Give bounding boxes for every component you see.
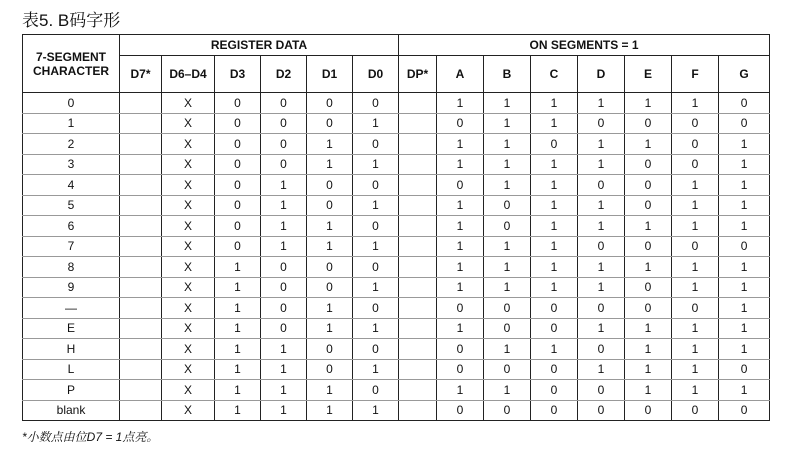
table-cell: 1	[261, 400, 307, 421]
table-cell: X	[162, 257, 215, 278]
table-cell: 1	[353, 318, 399, 339]
table-cell: 0	[353, 298, 399, 319]
table-cell: 1	[578, 154, 625, 175]
table-cell: 0	[625, 236, 672, 257]
table-cell	[399, 113, 437, 134]
table-cell: 0	[625, 154, 672, 175]
table-cell: 0	[484, 318, 531, 339]
table-cell: 0	[484, 195, 531, 216]
table-row	[23, 216, 770, 237]
table-cell: 1	[484, 236, 531, 257]
table-cell: 1	[437, 195, 484, 216]
table-cell: 0	[484, 216, 531, 237]
table-cell: 0	[261, 298, 307, 319]
table-cell: 1	[261, 339, 307, 360]
table-cell: 0	[672, 113, 719, 134]
table-cell	[120, 93, 162, 114]
character-cell: 9	[23, 277, 120, 298]
table-cell: X	[162, 400, 215, 421]
table-cell	[120, 236, 162, 257]
table-cell: 0	[672, 400, 719, 421]
table-cell: 0	[719, 236, 770, 257]
table-row	[23, 339, 770, 360]
table-cell: 1	[578, 93, 625, 114]
table-cell: 0	[307, 113, 353, 134]
table-cell: 0	[215, 216, 261, 237]
table-cell: 1	[719, 257, 770, 278]
table-cell: 0	[719, 359, 770, 380]
table-cell: 1	[531, 195, 578, 216]
table-cell: 1	[307, 154, 353, 175]
table-row	[23, 134, 770, 155]
table-row	[23, 298, 770, 319]
table-row	[23, 318, 770, 339]
table-cell: 1	[261, 236, 307, 257]
table-cell: 1	[625, 380, 672, 401]
table-cell: 1	[578, 134, 625, 155]
table-cell: 1	[625, 216, 672, 237]
table-cell: 1	[531, 277, 578, 298]
table-cell: X	[162, 277, 215, 298]
table-cell: 0	[531, 318, 578, 339]
header-d0: D0	[353, 56, 399, 93]
table-cell: 1	[719, 175, 770, 196]
table-cell: 1	[484, 113, 531, 134]
table-header	[23, 35, 770, 93]
header-segment-c: C	[531, 56, 578, 93]
table-cell: 0	[261, 257, 307, 278]
table-cell: 1	[672, 318, 719, 339]
table-cell	[120, 380, 162, 401]
table-cell: 1	[261, 359, 307, 380]
table-cell: 1	[719, 380, 770, 401]
table-cell: 0	[531, 359, 578, 380]
table-cell: 0	[531, 380, 578, 401]
table-cell	[399, 380, 437, 401]
character-cell: blank	[23, 400, 120, 421]
table-cell: X	[162, 195, 215, 216]
table-cell	[120, 175, 162, 196]
table-cell	[399, 175, 437, 196]
table-cell: 1	[353, 195, 399, 216]
header-segment-a: A	[437, 56, 484, 93]
table-cell: 0	[215, 113, 261, 134]
character-cell: 0	[23, 93, 120, 114]
table-cell: 1	[437, 134, 484, 155]
table-cell: 0	[578, 113, 625, 134]
table-cell: 1	[625, 257, 672, 278]
table-cell: 0	[307, 257, 353, 278]
table-cell: 1	[578, 216, 625, 237]
table-cell: 1	[261, 175, 307, 196]
table-cell: 1	[353, 277, 399, 298]
table-cell: 0	[307, 359, 353, 380]
header-register-data: REGISTER DATA	[120, 35, 399, 56]
table-cell	[120, 339, 162, 360]
table-cell: 1	[719, 298, 770, 319]
table-cell: 1	[672, 380, 719, 401]
table-cell: 0	[578, 400, 625, 421]
table-cell: 0	[437, 298, 484, 319]
table-cell: 1	[719, 195, 770, 216]
table-cell: X	[162, 216, 215, 237]
table-body	[23, 93, 770, 421]
table-cell	[399, 400, 437, 421]
table-cell	[120, 257, 162, 278]
table-cell: 0	[484, 359, 531, 380]
table-cell: 1	[531, 154, 578, 175]
header-d6-d4: D6–D4	[162, 56, 215, 93]
table-cell: 1	[437, 257, 484, 278]
table-cell: 1	[353, 113, 399, 134]
b-code-font-table	[22, 34, 770, 421]
table-cell: 0	[353, 93, 399, 114]
table-cell	[120, 318, 162, 339]
table-cell: 0	[531, 298, 578, 319]
header-d3: D3	[215, 56, 261, 93]
header-d7: D7*	[120, 56, 162, 93]
table-cell: 0	[437, 339, 484, 360]
character-cell: 8	[23, 257, 120, 278]
table-cell: 1	[531, 339, 578, 360]
table-cell: 1	[307, 380, 353, 401]
table-cell: 1	[672, 216, 719, 237]
table-cell: 0	[307, 277, 353, 298]
footnote: *小数点由位D7 = 1点亮。	[22, 430, 159, 444]
table-cell: 1	[484, 277, 531, 298]
table-cell: 1	[531, 216, 578, 237]
table-cell: 0	[437, 113, 484, 134]
table-cell	[120, 134, 162, 155]
table-cell: 1	[353, 154, 399, 175]
table-cell: 0	[719, 113, 770, 134]
table-cell: 0	[261, 134, 307, 155]
table-cell: 0	[353, 216, 399, 237]
table-cell: 0	[625, 113, 672, 134]
table-cell: 0	[261, 154, 307, 175]
table-cell: 0	[353, 175, 399, 196]
table-cell: 1	[353, 236, 399, 257]
table-cell: 0	[625, 175, 672, 196]
table-cell: 0	[625, 277, 672, 298]
table-cell	[120, 277, 162, 298]
table-row	[23, 93, 770, 114]
table-cell: 0	[437, 400, 484, 421]
table-cell: 0	[578, 339, 625, 360]
header-d2: D2	[261, 56, 307, 93]
character-cell: 7	[23, 236, 120, 257]
table-cell: X	[162, 236, 215, 257]
table-cell	[399, 277, 437, 298]
table-row	[23, 195, 770, 216]
table-cell: 1	[215, 380, 261, 401]
table-cell: X	[162, 380, 215, 401]
table-cell: 0	[531, 400, 578, 421]
table-cell: 0	[625, 298, 672, 319]
header-segment-g: G	[719, 56, 770, 93]
table-cell: 0	[484, 298, 531, 319]
table-cell: 0	[261, 93, 307, 114]
table-cell: 1	[307, 298, 353, 319]
table-cell: 0	[719, 93, 770, 114]
table-cell: 0	[261, 277, 307, 298]
table-cell	[120, 298, 162, 319]
table-cell: X	[162, 134, 215, 155]
table-cell: 1	[437, 93, 484, 114]
table-cell: 1	[625, 339, 672, 360]
table-cell: X	[162, 175, 215, 196]
table-cell: 0	[215, 93, 261, 114]
table-row	[23, 257, 770, 278]
table-cell: 1	[625, 359, 672, 380]
table-cell: 1	[215, 257, 261, 278]
header-segment-d: D	[578, 56, 625, 93]
table-cell: 1	[437, 236, 484, 257]
table-row	[23, 236, 770, 257]
table-cell: 1	[484, 154, 531, 175]
table-cell: 1	[215, 298, 261, 319]
table-cell: 0	[672, 236, 719, 257]
table-cell: 1	[531, 175, 578, 196]
table-cell: X	[162, 154, 215, 175]
table-cell: 1	[578, 277, 625, 298]
table-cell: 1	[215, 277, 261, 298]
table-cell: 0	[215, 175, 261, 196]
table-cell: 1	[307, 400, 353, 421]
table-cell: 1	[578, 318, 625, 339]
table-row	[23, 113, 770, 134]
table-cell: 1	[578, 359, 625, 380]
table-cell: 1	[307, 236, 353, 257]
table-cell: 1	[484, 380, 531, 401]
table-cell: 1	[719, 318, 770, 339]
table-cell	[120, 216, 162, 237]
table-cell: X	[162, 359, 215, 380]
table-cell: 1	[437, 380, 484, 401]
table-cell: 1	[484, 339, 531, 360]
table-row	[23, 154, 770, 175]
table-cell	[120, 195, 162, 216]
table-row	[23, 175, 770, 196]
table-cell: 1	[625, 134, 672, 155]
table-cell: 1	[437, 318, 484, 339]
table-cell: 1	[719, 154, 770, 175]
table-cell	[399, 93, 437, 114]
table-cell: 1	[484, 93, 531, 114]
table-cell: 0	[531, 134, 578, 155]
table-cell: 0	[353, 257, 399, 278]
table-cell	[120, 113, 162, 134]
header-segment-f: F	[672, 56, 719, 93]
table-cell: 0	[484, 400, 531, 421]
header-7-segment-character: 7-SEGMENT CHARACTER	[23, 35, 120, 93]
character-cell: 4	[23, 175, 120, 196]
table-cell: 0	[215, 195, 261, 216]
table-cell: 0	[437, 359, 484, 380]
character-cell: —	[23, 298, 120, 319]
character-cell: 2	[23, 134, 120, 155]
table-cell: 1	[672, 195, 719, 216]
table-cell	[399, 216, 437, 237]
table-cell: 1	[719, 277, 770, 298]
table-cell: 1	[307, 134, 353, 155]
table-cell: 1	[531, 113, 578, 134]
table-cell: 0	[578, 380, 625, 401]
table-cell	[399, 359, 437, 380]
table-cell: 0	[578, 236, 625, 257]
character-cell: H	[23, 339, 120, 360]
table-cell: 0	[307, 195, 353, 216]
table-cell: 1	[437, 154, 484, 175]
header-on-segments: ON SEGMENTS = 1	[399, 35, 770, 56]
table-cell: 1	[672, 93, 719, 114]
table-cell: 1	[719, 339, 770, 360]
table-cell: 1	[672, 175, 719, 196]
table-cell	[399, 236, 437, 257]
table-cell: X	[162, 93, 215, 114]
table-cell: 1	[261, 380, 307, 401]
table-cell: 1	[672, 277, 719, 298]
header-segment-b: B	[484, 56, 531, 93]
table-cell: 0	[261, 113, 307, 134]
table-cell: 1	[531, 257, 578, 278]
character-cell: L	[23, 359, 120, 380]
table-cell: 1	[261, 195, 307, 216]
table-cell: 1	[353, 400, 399, 421]
table-row	[23, 277, 770, 298]
table-cell: 1	[625, 93, 672, 114]
table-cell	[399, 298, 437, 319]
character-cell: E	[23, 318, 120, 339]
table-cell: 1	[307, 216, 353, 237]
character-cell: 3	[23, 154, 120, 175]
table-cell: 1	[437, 277, 484, 298]
table-cell: 1	[484, 257, 531, 278]
table-cell: 1	[672, 257, 719, 278]
table-cell: 1	[672, 339, 719, 360]
table-cell: 0	[672, 134, 719, 155]
table-cell	[399, 134, 437, 155]
table-cell: 0	[625, 195, 672, 216]
table-cell: 0	[353, 380, 399, 401]
table-cell: 1	[578, 195, 625, 216]
table-cell: 0	[215, 236, 261, 257]
table-cell: 0	[672, 154, 719, 175]
table-cell: 1	[484, 134, 531, 155]
table-cell: X	[162, 339, 215, 360]
table-cell	[120, 400, 162, 421]
table-title: 表5. B码字形	[22, 11, 121, 30]
character-cell: 1	[23, 113, 120, 134]
table-row	[23, 400, 770, 421]
header-segment-e: E	[625, 56, 672, 93]
table-cell: 0	[307, 339, 353, 360]
table-cell	[120, 154, 162, 175]
table-cell	[399, 257, 437, 278]
table-cell: 1	[531, 93, 578, 114]
table-cell: X	[162, 318, 215, 339]
table-cell: X	[162, 298, 215, 319]
table-cell: 1	[307, 318, 353, 339]
table-cell: 1	[719, 134, 770, 155]
character-cell: 6	[23, 216, 120, 237]
character-cell: 5	[23, 195, 120, 216]
table-cell: 1	[484, 175, 531, 196]
header-d1: D1	[307, 56, 353, 93]
table-cell: 0	[215, 134, 261, 155]
table-cell	[120, 359, 162, 380]
table-cell: 1	[625, 318, 672, 339]
table-cell: 1	[672, 359, 719, 380]
table-cell	[399, 154, 437, 175]
table-cell: 0	[437, 175, 484, 196]
table-cell	[399, 195, 437, 216]
table-cell: 1	[353, 359, 399, 380]
table-row	[23, 359, 770, 380]
table-cell: 0	[578, 298, 625, 319]
table-cell: 0	[307, 175, 353, 196]
table-cell: 0	[578, 175, 625, 196]
table-cell: 0	[215, 154, 261, 175]
character-cell: P	[23, 380, 120, 401]
table-cell: 1	[215, 339, 261, 360]
table-cell: 1	[437, 216, 484, 237]
table-cell: 0	[353, 339, 399, 360]
table-cell: 1	[719, 216, 770, 237]
table-cell: 0	[672, 298, 719, 319]
table-cell: 0	[353, 134, 399, 155]
table-cell: 0	[261, 318, 307, 339]
table-cell	[399, 318, 437, 339]
header-segment-dp: DP*	[399, 56, 437, 93]
table-cell: 0	[719, 400, 770, 421]
subheader-row	[23, 56, 770, 93]
table-cell: 1	[215, 400, 261, 421]
table-cell: 1	[261, 216, 307, 237]
table-cell: 0	[307, 93, 353, 114]
table-cell: 1	[215, 318, 261, 339]
table-cell: X	[162, 113, 215, 134]
table-cell	[399, 339, 437, 360]
table-cell: 0	[625, 400, 672, 421]
table-cell: 1	[578, 257, 625, 278]
table-cell: 1	[531, 236, 578, 257]
table-cell: 1	[215, 359, 261, 380]
table-row	[23, 380, 770, 401]
